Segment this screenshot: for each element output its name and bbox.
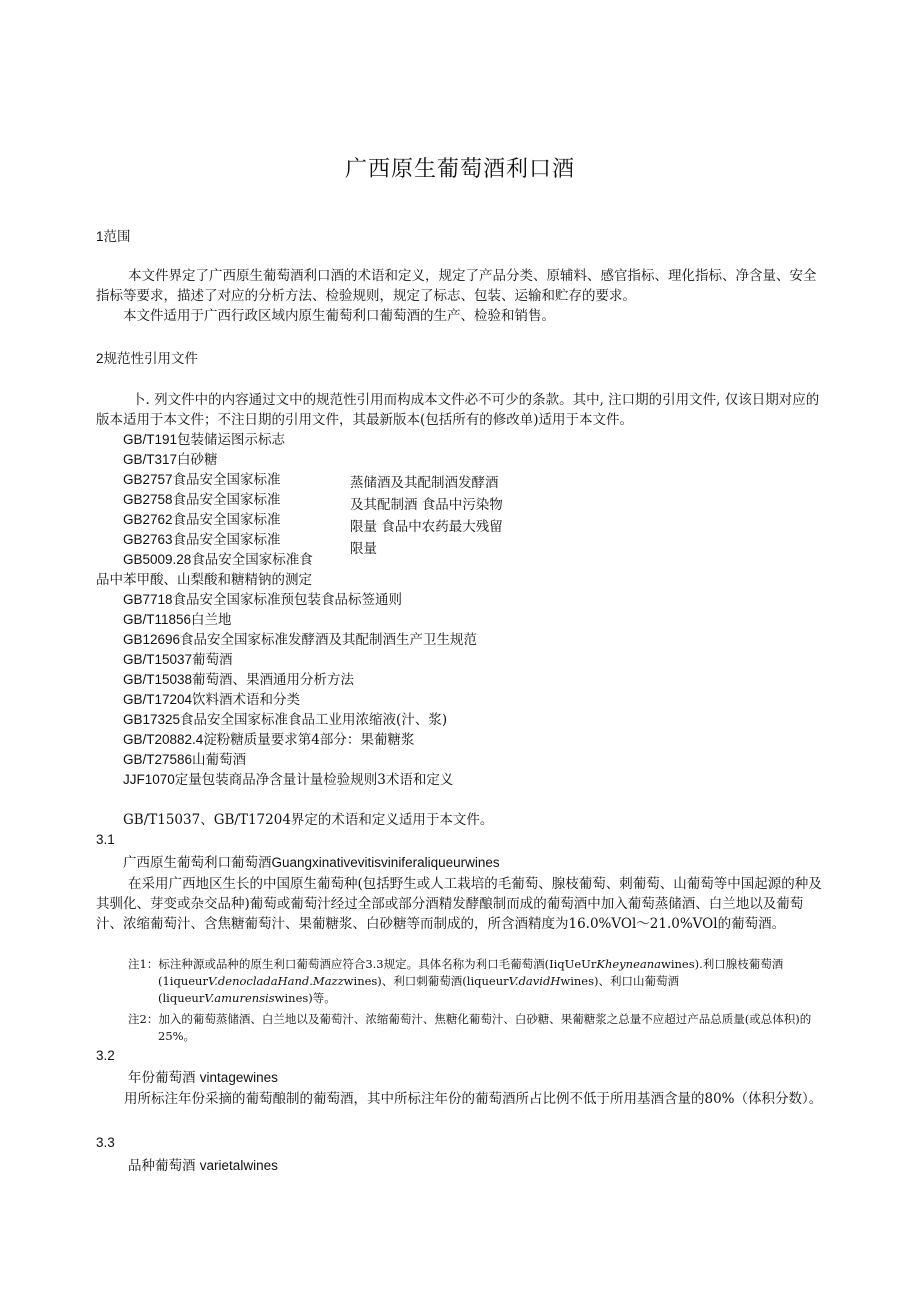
reference-item: [123, 710, 447, 730]
term-3-3-chinese: 品种葡萄酒: [128, 1158, 196, 1174]
reference-item: [123, 770, 453, 790]
section-2-intro: 卜. 列文件中的内容通过文中的规范性引用而构成本文件必不可少的条款。其中, 注口期的引用文件, 仅该日期对应的版本适用于本文件；不注日期的引用文件，其最新版本(包括所有的修改单)适用于本文件。: [96, 392, 820, 428]
reference-item: [123, 630, 477, 650]
reference-title: 食品安全国家标准: [172, 532, 281, 548]
term-number-3-1: 3.1: [96, 832, 115, 847]
term-3-3-title: [128, 1156, 278, 1176]
note-1-text: wines)等。: [274, 991, 336, 1005]
reference-title: 白兰地: [191, 612, 232, 628]
reference-title: 淀粉糖质量要求第4部分：果葡糖浆: [203, 732, 415, 748]
reference-code: JJF1070: [123, 772, 175, 787]
reference-code: GB/T27586: [123, 752, 193, 767]
reference-title: 包装储运图示标志: [177, 432, 286, 448]
reference-item: [123, 490, 281, 510]
reference-title: 饮料酒术语和分类: [192, 692, 301, 708]
reference-item: [123, 730, 414, 750]
reference-title: 葡萄酒: [192, 652, 233, 668]
reference-code: GB12696: [123, 632, 181, 647]
reference-item: [123, 690, 300, 710]
reference-code: GB/T15038: [123, 672, 193, 687]
reference-code: GB/T20882.4: [123, 732, 204, 747]
reference-title: 食品安全国家标准食品工业用浓缩液(汁、浆): [180, 712, 448, 728]
section-1-paragraph-1: 本文件界定了广西原生葡萄酒利口酒的术语和定义，规定了产品分类、原辅料、感官指标、理化指标、净含量、安全指标等要求，描述了对应的分析方法、检验规则，规定了标志、包装、运输和贮存的要求。: [96, 268, 817, 304]
reference-title: 食品安全国家标准发酵酒及其配制酒生产卫生规范: [180, 632, 478, 648]
note-1-species: Kheyneana: [596, 957, 661, 971]
note-1-species: V.denocladaHand.Mazz: [207, 974, 344, 988]
reference-title: 山葡萄酒: [192, 752, 247, 768]
reference-title: 食品安全国家标准食: [191, 552, 313, 568]
term-3-2-chinese: 年份葡萄酒: [128, 1070, 196, 1086]
reference-code: GB17325: [123, 712, 181, 727]
reference-item: [123, 470, 281, 490]
term-3-1-title: [123, 853, 500, 873]
reference-side-line: 限量: [350, 541, 377, 557]
term-3-2-definition: 用所标注年份采摘的葡萄酿制的葡萄酒，其中所标注年份的葡萄酒所占比例不低于所用基酒含量的80%（体积分数）。: [124, 1091, 823, 1107]
note-1: [128, 956, 826, 1007]
reference-continuation: 品中苯甲酸、山梨酸和糖精钠的测定: [96, 572, 312, 588]
term-number-3-2: 3.2: [96, 1048, 115, 1063]
term-3-1-definition: 在采用广西地区生长的中国原生葡萄种(包括野生或人工栽培的毛葡萄、腺枝葡萄、刺葡萄、山葡萄等中国起源的种及其驯化、芽变或杂交品种)葡萄或葡萄汁经过全部或部分酒精发酵酿制而成的葡萄酒中加入葡萄蒸储酒、白兰地以及葡萄汁、浓缩葡萄汁、含焦糖葡萄汁、果葡糖浆、白砂糖等而制成的，所含酒精度为16.0%VOl～21.0%VOl的葡萄酒。: [96, 876, 822, 932]
reference-item: [123, 450, 218, 470]
section-2-heading: 2规范性引用文件: [96, 351, 199, 366]
reference-title: 定量包装商品净含量计量检验规则3术语和定义: [174, 772, 454, 788]
term-3-2-title: [128, 1068, 278, 1088]
reference-item: [123, 650, 233, 670]
reference-item: [123, 550, 313, 570]
reference-item: [123, 530, 281, 550]
reference-title: 食品安全国家标准: [172, 492, 281, 508]
reference-item: [123, 590, 402, 610]
note-1-text: 注1：标注种源或品种的原生利口葡萄酒应符合3.3规定。具体名称为利口毛葡萄酒(IiqUeUr: [128, 957, 597, 971]
note-1-text: wines).利口腺枝葡萄酒(1iqueur: [158, 957, 784, 988]
note-1-text: wines)、利口山葡萄酒(liqueur: [158, 974, 679, 1005]
reference-title: 食品安全国家标准: [172, 512, 281, 528]
note-1-text: wines)、利口刺葡萄酒(liqueur: [343, 974, 509, 988]
reference-title: 白砂糖: [177, 452, 218, 468]
term-3-3-english: varietalwines: [199, 1158, 278, 1173]
reference-code: GB/T11856: [123, 612, 192, 627]
note-2: 注2：加入的葡萄蒸储酒、白兰地以及葡萄汁、浓缩葡萄汁、焦糖化葡萄汁、白砂糖、果葡糖浆之总量不应超过产品总质量(或总体积)的25%。: [128, 1012, 812, 1043]
reference-side-line: 蒸储酒及其配制酒发酵酒: [350, 475, 499, 491]
reference-code: GB/T17204: [123, 692, 193, 707]
reference-item: [123, 510, 281, 530]
term-number-3-3: 3.3: [96, 1135, 115, 1150]
reference-item: [123, 750, 246, 770]
reference-code: GB2757: [123, 472, 173, 487]
reference-code: GB2763: [123, 532, 173, 547]
reference-code: GB5009.28: [123, 552, 192, 567]
reference-code: GB2758: [123, 492, 173, 507]
note-1-species: V.amurensis: [204, 991, 275, 1005]
reference-title: 葡萄酒、果酒通用分析方法: [192, 672, 355, 688]
section-1-paragraph-2: 本文件适用于广西行政区域内原生葡萄利口葡萄酒的生产、检验和销售。: [123, 308, 555, 324]
reference-item: [123, 430, 285, 450]
reference-side-line: 限量 食品中农药最大残留: [350, 519, 503, 535]
reference-code: GB7718: [123, 592, 173, 607]
document-title: 广西原生葡萄酒利口酒: [344, 157, 575, 182]
reference-code: GB2762: [123, 512, 173, 527]
section-3-intro: GB/T15037、GB/T17204界定的术语和定义适用于本文件。: [123, 812, 494, 828]
term-3-1-english: Guangxinativevitisviniferaliqueurwines: [271, 855, 500, 870]
note-1-species: V.davidH: [508, 974, 561, 988]
reference-item: [123, 670, 354, 690]
section-1-heading: 1范围: [96, 229, 131, 244]
reference-title: 食品安全国家标准预包装食品标签通则: [172, 592, 403, 608]
reference-code: GB/T15037: [123, 652, 193, 667]
reference-code: GB/T317: [123, 452, 178, 467]
reference-item: [123, 610, 232, 630]
reference-side-line: 及其配制酒 食品中污染物: [350, 497, 503, 513]
reference-title: 食品安全国家标准: [172, 472, 281, 488]
term-3-1-chinese: 广西原生葡萄利口葡萄酒: [123, 855, 272, 871]
term-3-2-english: vintagewines: [199, 1070, 278, 1085]
reference-code: GB/T191: [123, 432, 178, 447]
